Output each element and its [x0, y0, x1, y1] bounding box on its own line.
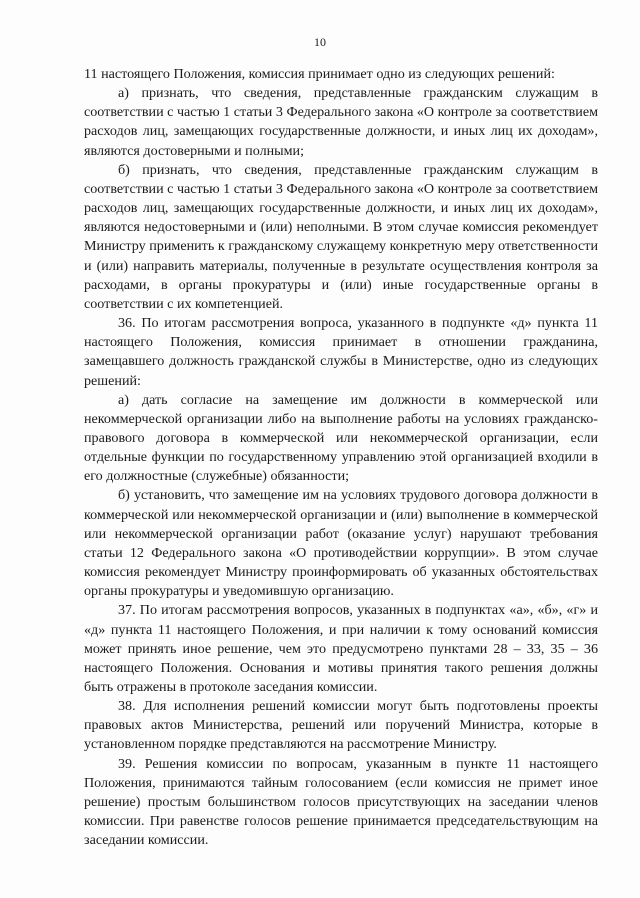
paragraph-37: 37. По итогам рассмотрения вопросов, указанных в подпунктах «а», «б», «г» и «д» пункта 11 настоящего Положения, и при наличии к тому оснований комиссия может принять иное решение, чем это предусмотрено пунктами 28 – 33, 35 – 36 настоящего Положения. Основания и мотивы принятия такого решения должны быть отражены в протоколе заседания комиссии.: [84, 602, 598, 695]
document-body: [84, 65, 598, 850]
paragraph-36a: а) дать согласие на замещение им должности в коммерческой или некоммерческой организации либо на выполнение работы на условиях гражданско-правового договора в коммерческой или некоммерческой организации, если отдельные функции по государственному управлению этой организацией входили в его должностные (служебные) обязанности;: [84, 391, 598, 485]
paragraph-38: 38. Для исполнения решений комиссии могут быть подготовлены проекты правовых актов Министерства, решений или поручений Министра, которые в установленном порядке представляются на рассмотрение Министру.: [84, 698, 598, 753]
page-number: 10: [314, 35, 326, 49]
paragraph-36: 36. По итогам рассмотрения вопроса, указанного в подпункте «д» пункта 11 настоящего Положения, комиссия принимает в отношении гражданина, замещавшего должность гражданской службы в Министерстве, одно из следующих решений:: [84, 315, 598, 389]
paragraph-35a: а) признать, что сведения, представленные гражданским служащим в соответствии с частью 1 статьи 3 Федерального закона «О контроле за соответствием расходов лиц, замещающих государственные должности, и иных лиц их доходам», являются достоверными и полными;: [84, 85, 599, 159]
paragraph-39: 39. Решения комиссии по вопросам, указанным в пункте 11 настоящего Положения, принимаются тайным голосованием (если комиссия не примет иное решение) простым большинством голосов присутствующих на заседании членов комиссии. При равенстве голосов решение принимается председательствующим на заседании комиссии.: [84, 755, 598, 849]
paragraph-36b: б) установить, что замещение им на условиях трудового договора должности в коммерческой или некоммерческой организации и (или) выполнение в коммерческой или некоммерческой организации работ (оказание услуг) нарушают требования статьи 12 Федерального закона «О противодействии коррупции». В этом случае комиссия рекомендует Министру проинформировать об указанных обстоятельствах органы прокуратуры и уведомившую организацию.: [84, 487, 598, 600]
paragraph-continuation: 11 настоящего Положения, комиссия принимает одно из следующих решений:: [84, 66, 555, 82]
paragraph-35b: б) признать, что сведения, представленные гражданским служащим в соответствии с частью 1 статьи 3 Федерального закона «О контроле за соответствием расходов лиц, замещающих государственные должности, и иных лиц их доходам», являются недостоверными и (или) неполными. В этом случае комиссия рекомендует Министру применить к гражданскому служащему конкретную меру ответственности и (или) направить материалы, полученные в результате осуществления контроля за расходами, в органы прокуратуры и (или) иные государственные органы в соответствии с их компетенцией.: [84, 161, 599, 312]
